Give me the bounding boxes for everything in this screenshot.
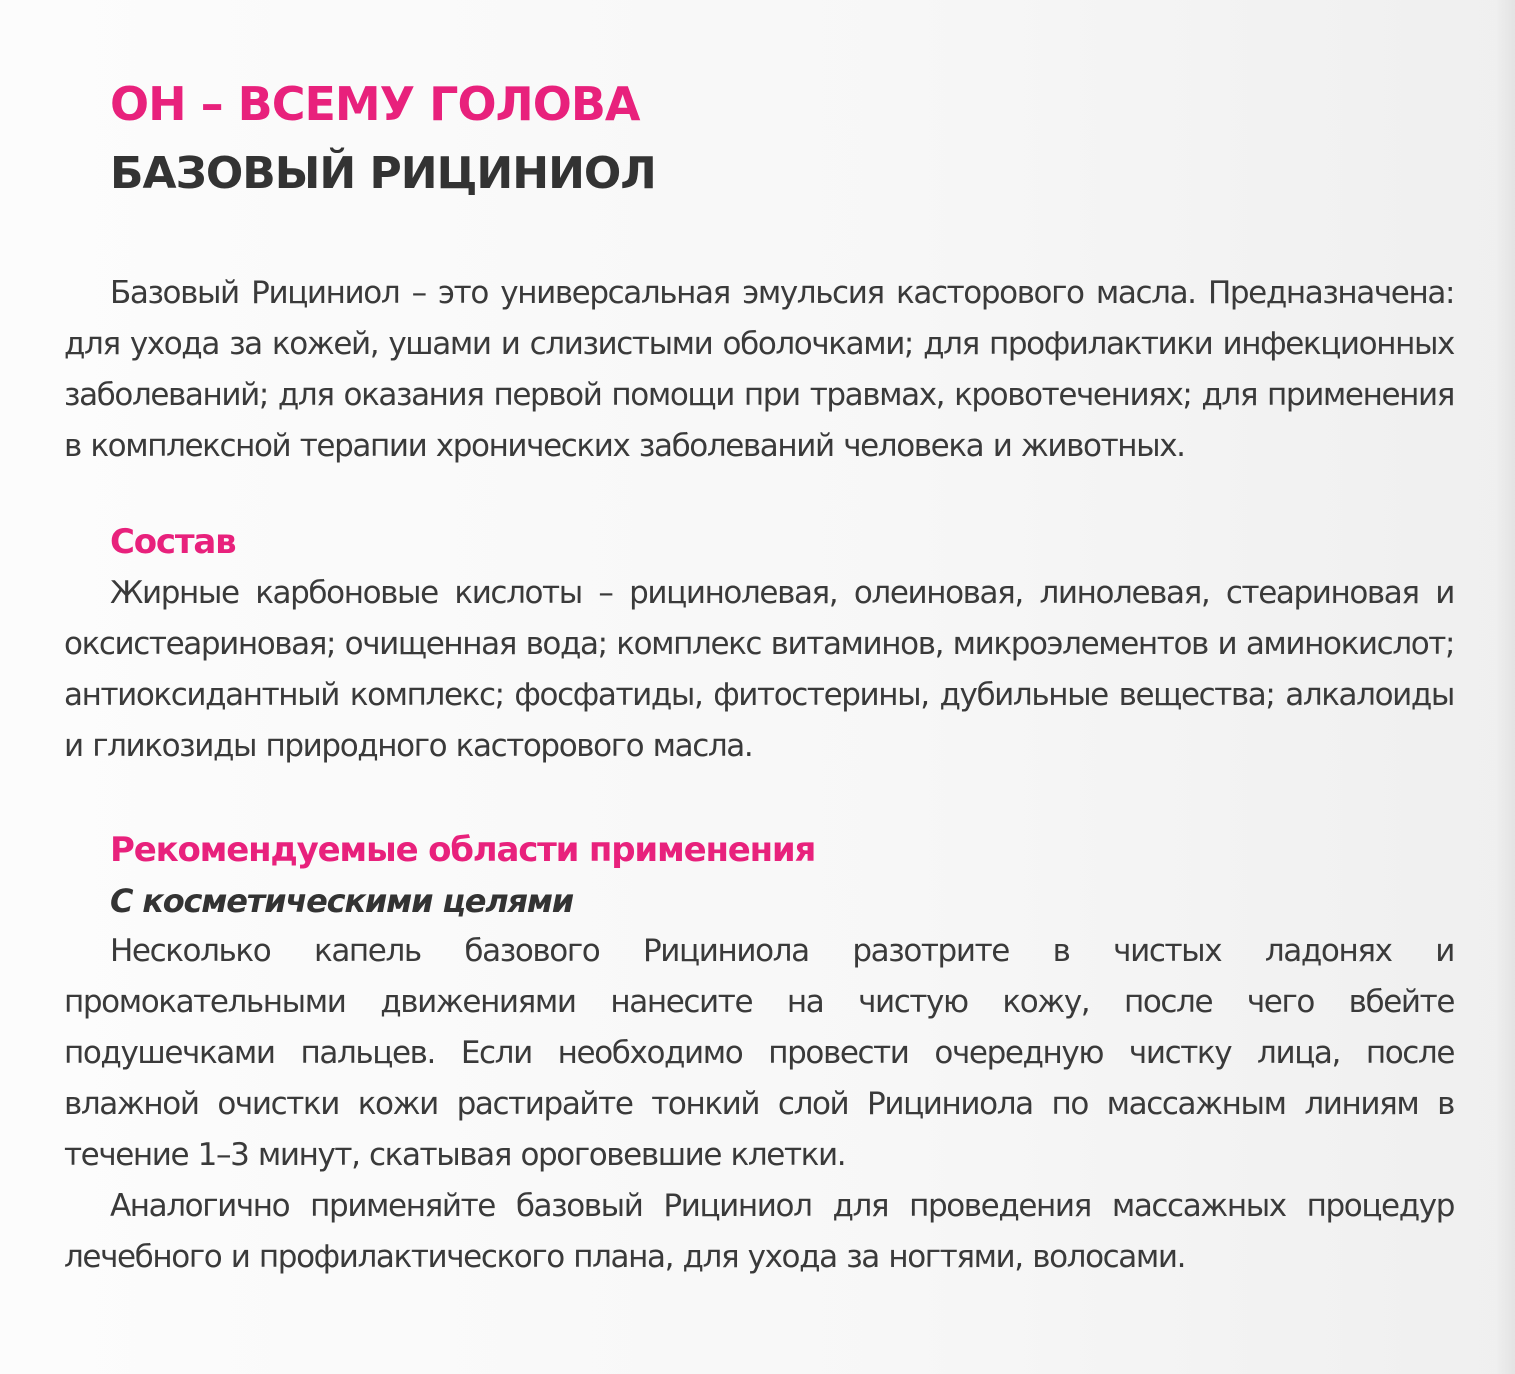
applications-heading: Рекомендуемые области применения bbox=[110, 830, 816, 870]
composition-heading: Состав bbox=[110, 522, 236, 562]
cosmetic-subheading: С косметическими целями bbox=[110, 882, 574, 920]
composition-paragraph: Жирные карбоновые кислоты – рицинолевая, олеиновая, линолевая, стеариновая и оксистеариновая; очищенная вода; комплекс витаминов, микроэлементов и аминокислот; антиоксидантный комплекс; фосфатиды, фитостерины, дубильные вещества; алкалоиды и гликозиды природного касторового масла. bbox=[64, 575, 1454, 764]
cosmetic-paragraph-2: Аналогично применяйте базовый Рициниол для проведения массажных процедур лечебного и профилактического плана, для ухода за ногтями, волосами. bbox=[64, 1188, 1454, 1275]
article-title: ОН – ВСЕМУ ГОЛОВА bbox=[110, 77, 640, 131]
cosmetic-paragraph-1: Несколько капель базового Рициниола разотрите в чистых ладонях и промокательными движениями нанесите на чистую кожу, после чего вбейте подушечками пальцев. Если необходимо провести очередную чистку лица, после влажной очистки кожи растирайте тонкий слой Рициниола по массажным линиям в течение 1–3 минут, скатывая ороговевшие клетки. bbox=[64, 933, 1454, 1173]
product-name: БАЗОВЫЙ РИЦИНИОЛ bbox=[110, 148, 656, 199]
article bbox=[64, 70, 1454, 1283]
intro-paragraph: Базовый Рициниол – это универсальная эмульсия касторового масла. Предназначена: для ухода за кожей, ушами и слизистыми оболочками; для профилактики инфекционных заболеваний; для оказания первой помощи при травмах, кровотечениях; для применения в комплексной терапии хронических заболеваний человека и животных. bbox=[64, 275, 1454, 464]
page-edge bbox=[1497, 0, 1515, 1374]
